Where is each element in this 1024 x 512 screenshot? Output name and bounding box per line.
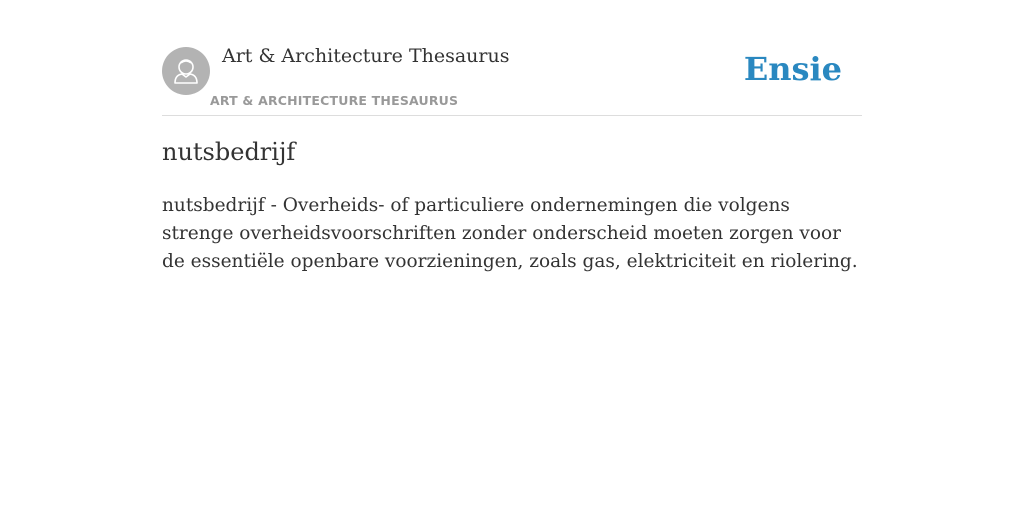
entry-definition: nutsbedrijf - Overheids- of particuliere ondernemingen die volgens strenge overheidsvoorschriften zonder onderscheid moeten zorgen voor de essentiële openbare voorzieningen, zoals gas, elektriciteit en riolering. bbox=[162, 195, 858, 272]
entry-title: nutsbedrijf bbox=[162, 138, 296, 166]
author-name[interactable]: Art & Architecture Thesaurus bbox=[222, 45, 510, 67]
source-label[interactable]: ART & ARCHITECTURE THESAURUS bbox=[210, 93, 459, 108]
ensie-logo[interactable]: Ensie bbox=[743, 50, 842, 88]
author-avatar[interactable] bbox=[162, 47, 210, 95]
entry-header bbox=[162, 40, 862, 116]
user-icon bbox=[162, 47, 210, 95]
